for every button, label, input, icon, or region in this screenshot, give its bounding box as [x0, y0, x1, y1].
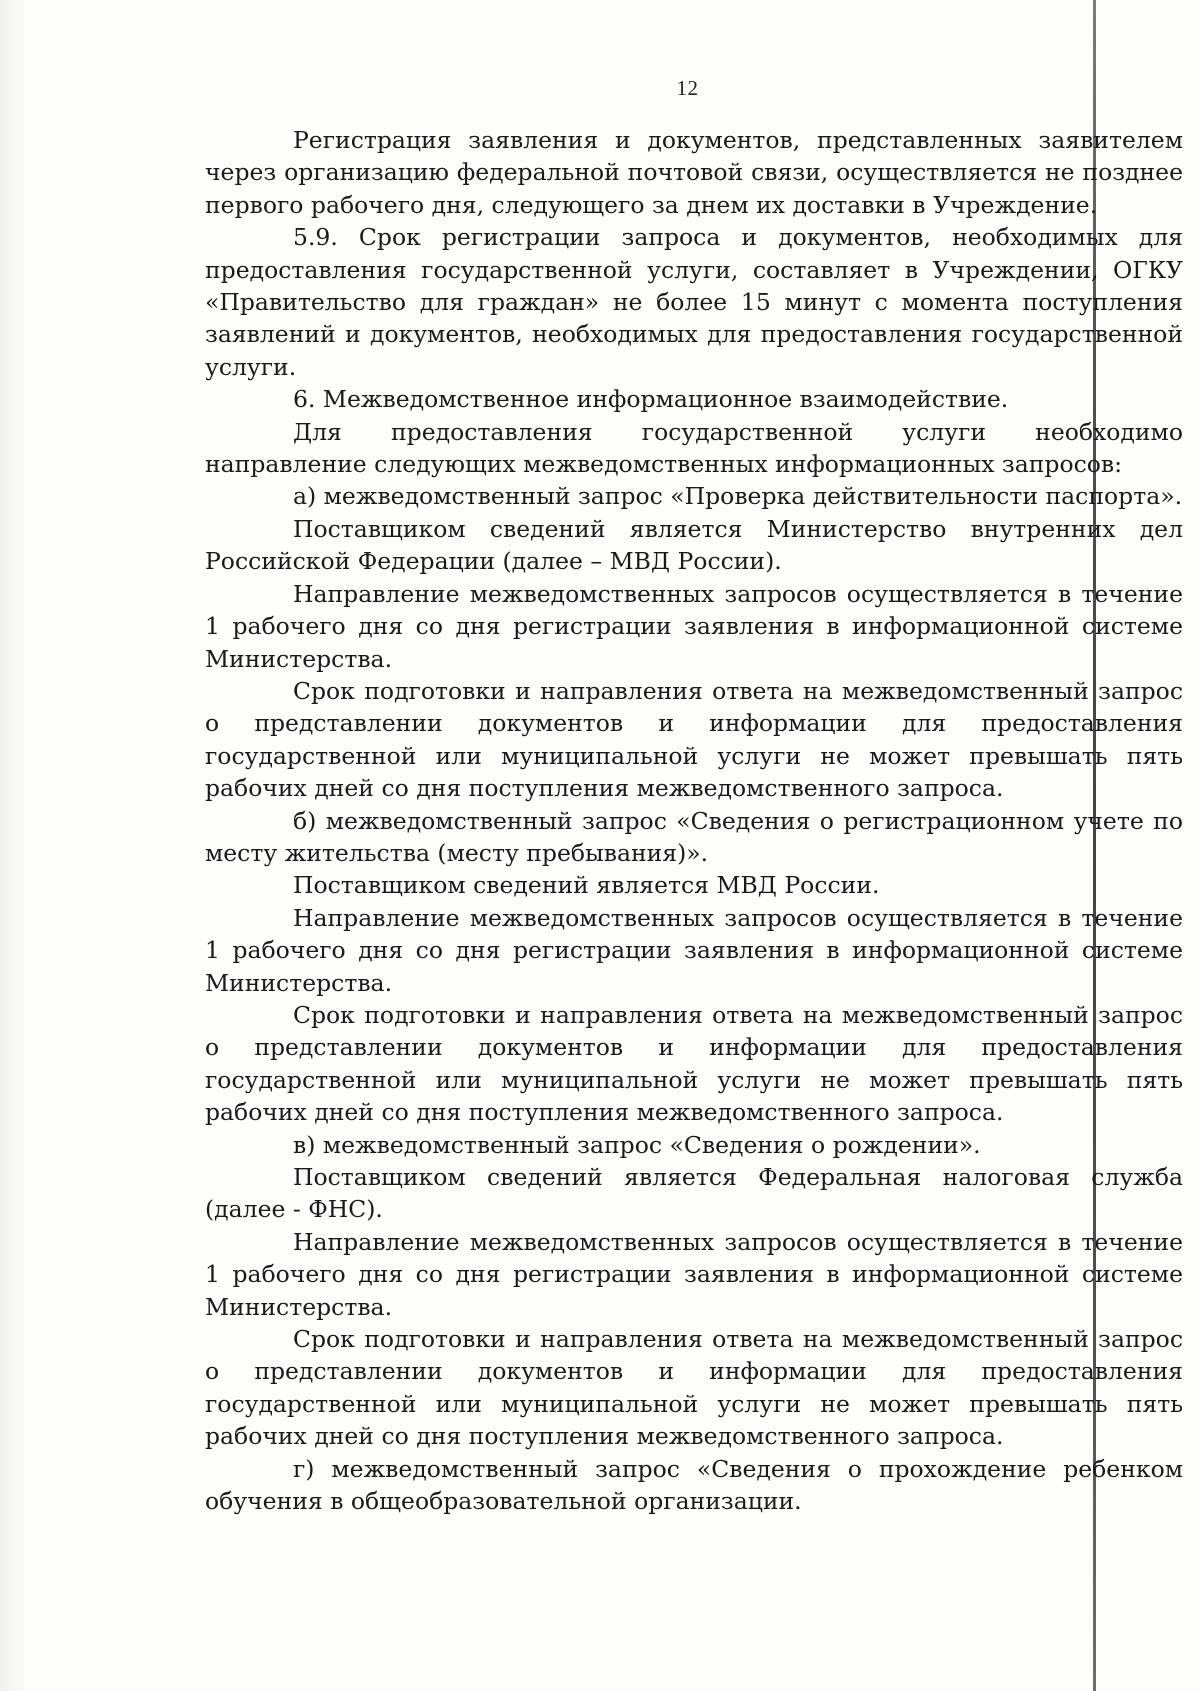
- paragraph-request-direction-a: Направление межведомственных запросов осуществляется в течение 1 рабочего дня со дня регистрации заявления в информационной системе Министерства.: [205, 579, 1183, 673]
- paragraph-supplier-fns: Поставщиком сведений является Федеральная налоговая служба (далее - ФНС).: [205, 1163, 1183, 1224]
- paragraph-supplier-b: Поставщиком сведений является МВД России.: [293, 871, 880, 900]
- paragraph-request-direction-b: Направление межведомственных запросов осуществляется в течение 1 рабочего дня со дня регистрации заявления в информационной системе Министерства.: [205, 903, 1183, 997]
- paragraph-section-6-heading: 6. Межведомственное информационное взаимодействие.: [293, 385, 1009, 414]
- paragraph-request-direction-v: Направление межведомственных запросов осуществляется в течение 1 рабочего дня со дня регистрации заявления в информационной системе Министерства.: [205, 1227, 1183, 1321]
- paragraph-response-term-b: Срок подготовки и направления ответа на межведомственный запрос о представлении документов и информации для предоставления государственной или муниципальной услуги не может превышать пять рабочих дней со дня поступления межведомственного запроса.: [205, 1000, 1183, 1127]
- page-number: 12: [676, 76, 699, 100]
- paragraph-supplier-mvd: Поставщиком сведений является Министерство внутренних дел Российской Федерации (далее – МВД России).: [205, 514, 1183, 576]
- paragraph-request-g: г) межведомственный запрос «Сведения о прохождение ребенком обучения в общеобразовательной организации.: [205, 1454, 1183, 1516]
- scan-edge-shadow: [0, 0, 28, 1691]
- paragraph-requests-intro: Для предоставления государственной услуги необходимо направление следующих межведомственных информационных запросов:: [205, 417, 1183, 479]
- paragraph-request-a: а) межведомственный запрос «Проверка действительности паспорта».: [293, 482, 1183, 511]
- paragraph-postal-registration: Регистрация заявления и документов, представленных заявителем через организацию федеральной почтовой связи, осуществляется не позднее первого рабочего дня, следующего за днем их доставки в Учреждение.: [205, 126, 1183, 219]
- paragraph-response-term-a: Срок подготовки и направления ответа на межведомственный запрос о представлении документов и информации для предоставления государственной или муниципальной услуги не может превышать пять рабочих дней со дня поступления межведомственного запроса.: [205, 676, 1183, 803]
- paragraph-request-v: в) межведомственный запрос «Сведения о рождении».: [293, 1130, 981, 1159]
- paragraph-5-9-registration-term: 5.9. Срок регистрации запроса и документов, необходимых для предоставления государственной услуги, составляет в Учреждении, ОГКУ «Правительство для граждан» не более 15 минут с момента поступления заявлений и документов, необходимых для предоставления государственной услуги.: [205, 223, 1183, 381]
- paragraph-request-b: б) межведомственный запрос «Сведения о регистрационном учете по месту жительства (месту пребывания)».: [205, 806, 1183, 867]
- document-body: [205, 124, 1183, 1517]
- paragraph-response-term-v: Срок подготовки и направления ответа на межведомственный запрос о представлении документов и информации для предоставления государственной или муниципальной услуги не может превышать пять рабочих дней со дня поступления межведомственного запроса.: [205, 1325, 1183, 1451]
